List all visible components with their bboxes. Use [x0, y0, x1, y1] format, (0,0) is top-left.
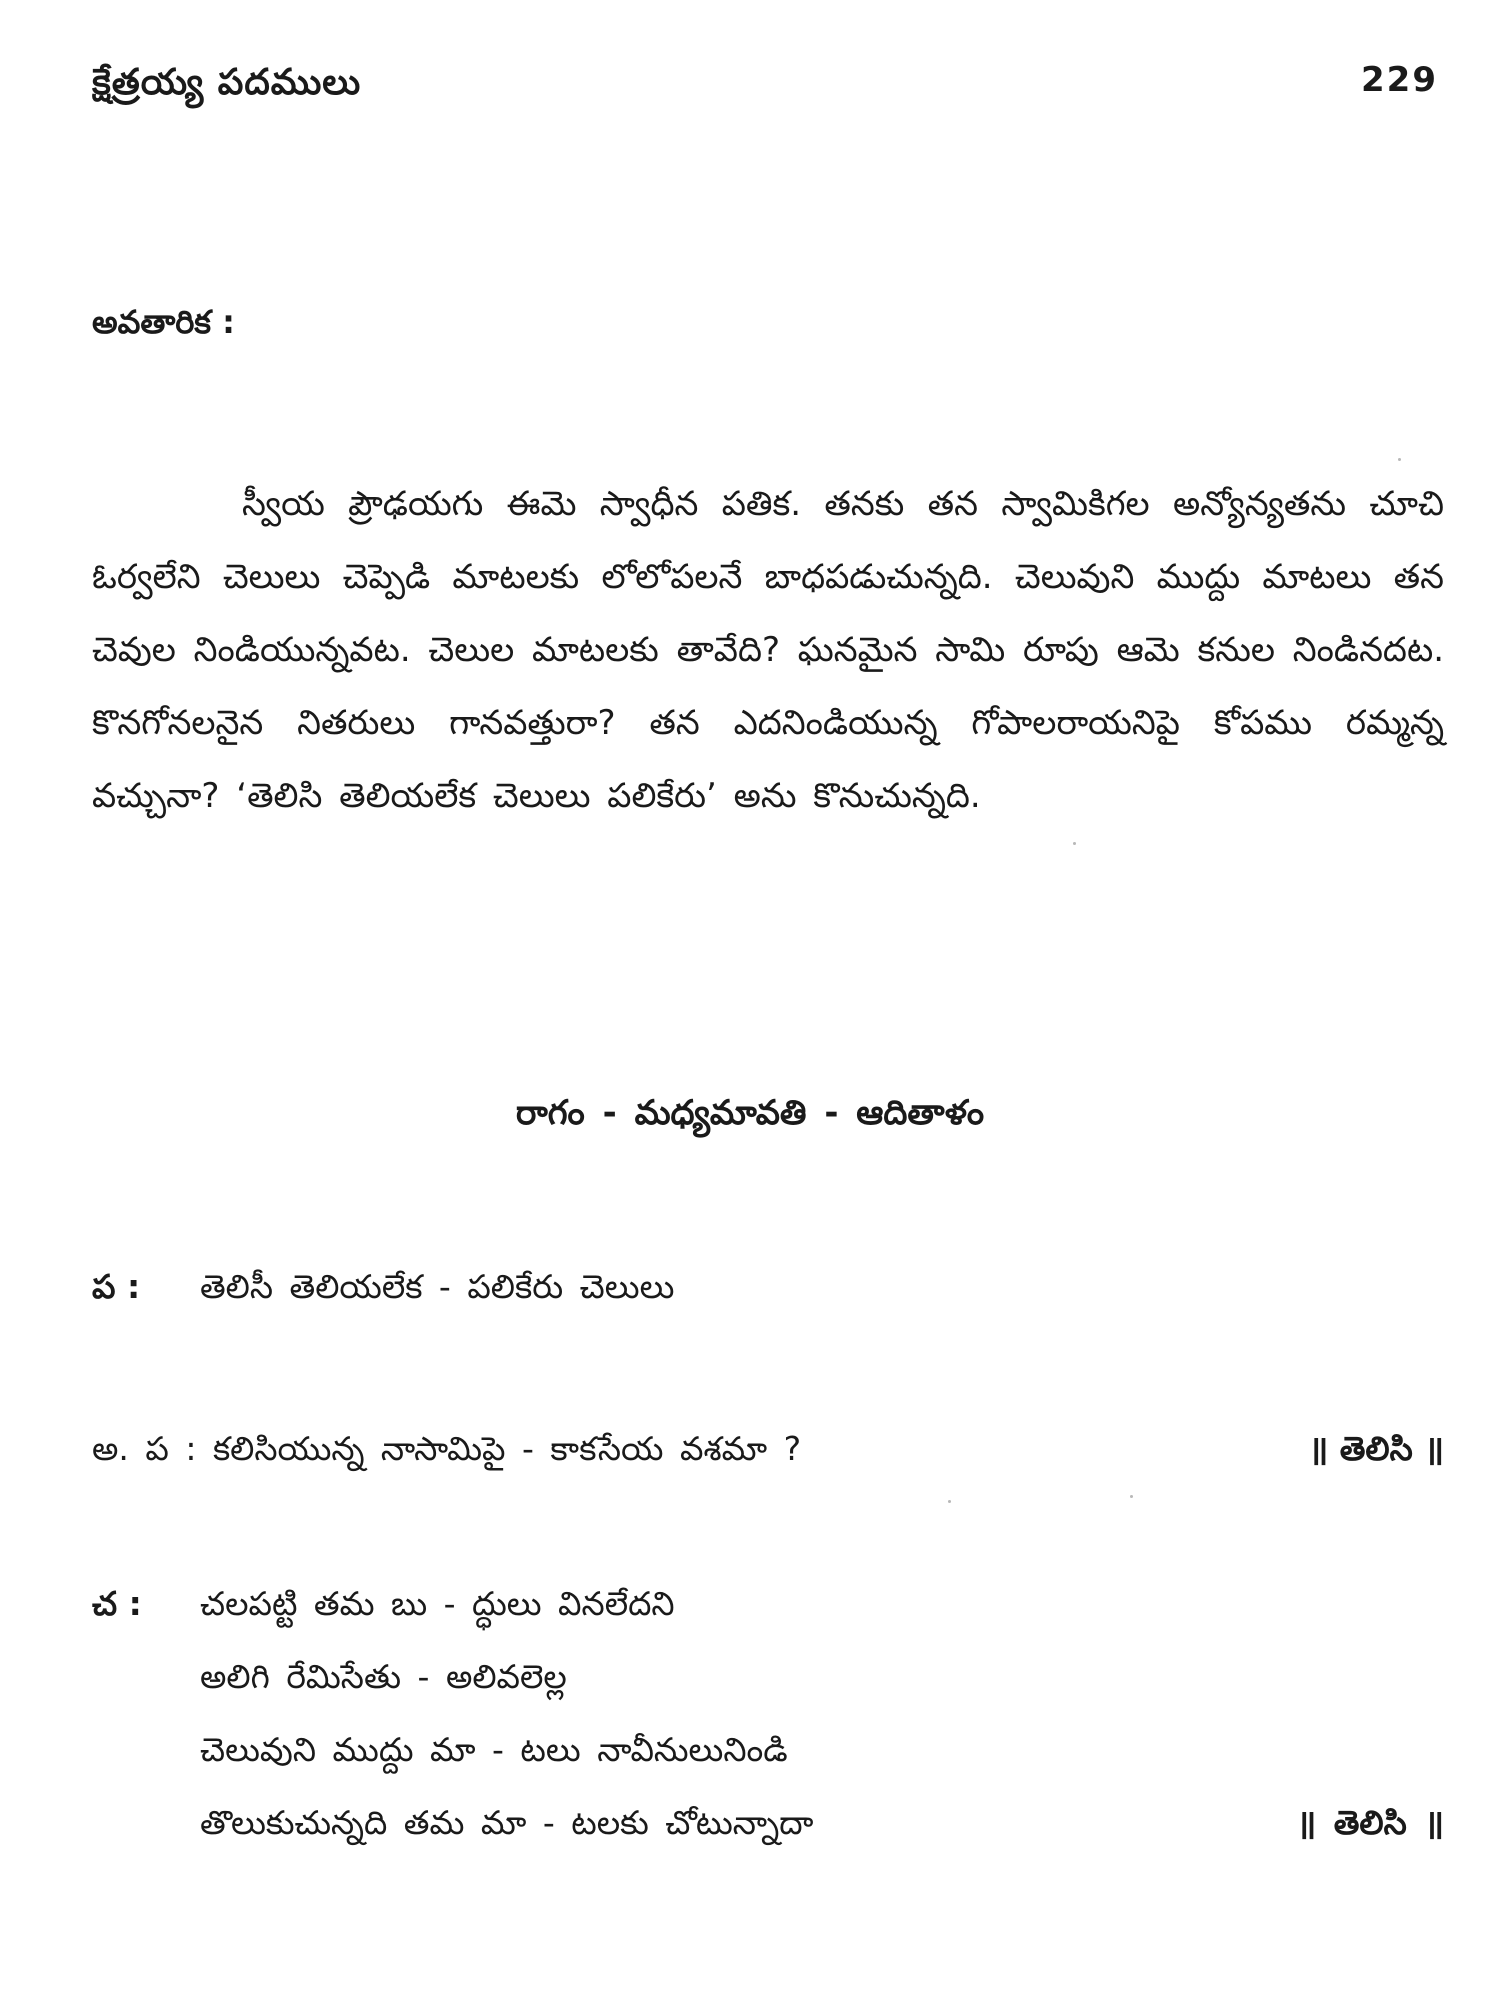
pallavi-label: ప : — [92, 1267, 141, 1306]
charanam-line-text: చెలువుని ముద్దు మా - టలు నావీనులునిండి — [200, 1730, 788, 1769]
paper-speck — [948, 1500, 951, 1503]
section-heading: అవతారిక : — [92, 303, 235, 341]
charanam-line — [200, 1801, 1444, 1874]
charanam-line — [200, 1582, 1444, 1655]
anupallavi-refrain: ॥ తెలిసి ॥ — [1308, 1429, 1444, 1468]
charanam-label: చ : — [92, 1584, 142, 1623]
paper-speck — [1130, 1495, 1133, 1498]
charanam-lines — [200, 1582, 1444, 1874]
charanam — [92, 1582, 1444, 1882]
anupallavi-label: అ. ప : — [92, 1429, 197, 1468]
charanam-line-text: అలిగి రేమిసేతు - అలివలెల్ల — [200, 1657, 567, 1696]
running-head: క్షేత్రయ్య పదములు — [92, 62, 362, 103]
pallavi — [92, 1265, 1444, 1309]
charanam-line — [200, 1728, 1444, 1801]
charanam-line-text: తొలుకుచున్నది తమ మా - టలకు చోటున్నాదా — [200, 1803, 814, 1842]
anupallavi — [92, 1427, 1444, 1471]
paper-speck — [1073, 842, 1076, 845]
charanam-line-text: చలపట్టి తమ బు - ద్ధులు వినలేదని — [200, 1584, 675, 1623]
introduction-block — [92, 468, 1444, 833]
charanam-refrain: ॥ తెలిసి ॥ — [1296, 1803, 1444, 1842]
anupallavi-line — [92, 1427, 801, 1471]
page-number: 229 — [1361, 60, 1438, 100]
raga-tala-line: రాగం - మధ్యమావతి - ఆదితాళం — [515, 1093, 985, 1133]
paper-speck — [1398, 458, 1401, 461]
pallavi-text: తెలిసీ తెలియలేక - పలికేరు చెలులు — [200, 1267, 675, 1306]
charanam-line — [200, 1655, 1444, 1728]
anupallavi-text: కలిసియున్న నాసామిపై - కాకసేయ వశమా ? — [212, 1429, 802, 1468]
introduction-paragraph: స్వీయ ప్రౌఢయగు ఈమె స్వాధీన పతిక. తనకు తన స్వామికిగల అన్యోన్యతను చూచి ఓర్వలేని చెలులు చెప్పెడి మాటలకు లోలోపలనే బాధపడుచున్నది. చెలువుని ముద్దు మాటలు తన చెవుల నిండియున్నవట. చెలుల మాటలకు తావేది? ఘనమైన సామి రూపు ఆమె కనుల నిండినదట. కొనగోనలనైన నితరులు గానవత్తురా? తన ఎదనిండియున్న గోపాలరాయనిపై కోపము రమ్మన్న వచ్చునా? ‘తెలిసి తెలియలేక చెలులు పలికేరు’ అను కొనుచున్నది. — [92, 484, 1444, 816]
